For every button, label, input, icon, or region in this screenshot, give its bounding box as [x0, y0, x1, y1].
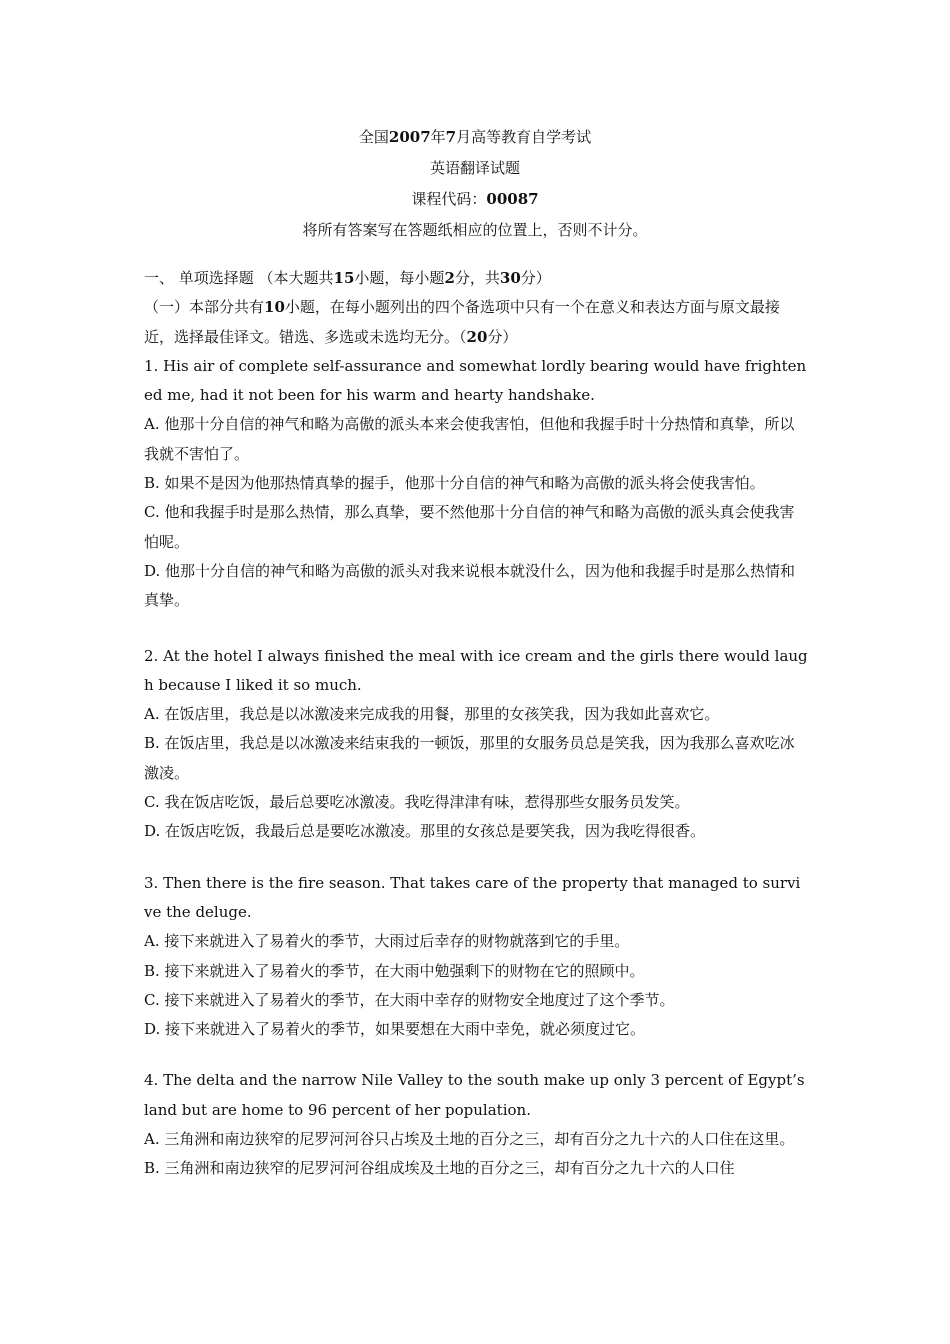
exam-subject: 英语翻译试题 — [429, 159, 520, 177]
question-option: C. 我在饭店吃饭，最后总要吃冰激凌。我吃得津津有味，惹得那些女服务员发笑。 — [144, 793, 690, 812]
exam-content — [144, 264, 808, 1184]
exam-title: 全国2007年7月高等教育自学考试 — [358, 128, 592, 146]
question-option: A. 接下来就进入了易着火的季节，大雨过后幸存的财物就落到它的手里。 — [144, 932, 630, 951]
exam-instruction: 将所有答案写在答题纸相应的位置上，否则不计分。 — [302, 221, 648, 239]
question-option: A. 三角洲和南边狭窄的尼罗河河谷只占埃及土地的百分之三，却有百分之九十六的人口住在这里。 — [144, 1130, 795, 1149]
spacer — [144, 616, 808, 642]
question-stem: 4. The delta and the narrow Nile Valley to the south make up only 3 percent of Egypt’s land but are home to 96 percent of her population. — [144, 1071, 805, 1119]
question-stem: 2. At the hotel I always finished the meal with ice cream and the girls there would laugh because I liked it so much. — [144, 646, 808, 694]
question-stem: 1. His air of complete self-assurance and somewhat lordly bearing would have frightened me, had it not been for his warm and hearty handshake. — [144, 356, 807, 405]
section-title: 一、 单项选择题 （本大题共15小题，每小题2分，共30分） — [144, 269, 551, 287]
question-option: D. 接下来就进入了易着火的季节，如果要想在大雨中幸免，就必须度过它。 — [144, 1020, 646, 1039]
question-option: B. 接下来就进入了易着火的季节，在大雨中勉强剩下的财物在它的照顾中。 — [144, 961, 645, 980]
exam-header — [0, 122, 950, 246]
spacer — [144, 847, 808, 869]
question-option: D. 他那十分自信的神气和略为高傲的派头对我来说根本就没什么，因为他和我握手时是那么热情和真挚。 — [144, 561, 796, 610]
question-option: A. 他那十分自信的神气和略为高傲的派头本来会使我害怕，但他和我握手时十分热情和真挚，所以我就不害怕了。 — [144, 415, 795, 463]
question-option: B. 三角洲和南边狭窄的尼罗河河谷组成埃及土地的百分之三，却有百分之九十六的人口住 — [144, 1159, 735, 1178]
question-option: C. 接下来就进入了易着火的季节，在大雨中幸存的财物安全地度过了这个季节。 — [144, 990, 675, 1009]
course-code: 课程代码：00087 — [411, 190, 539, 208]
question-option: C. 他和我握手时是那么热情，那么真挚，要不然他那十分自信的神气和略为高傲的派头真会使我害怕呢。 — [144, 503, 795, 551]
question-option: A. 在饭店里，我总是以冰激凌来完成我的用餐，那里的女孩笑我，因为我如此喜欢它。 — [144, 705, 720, 724]
question-option: B. 如果不是因为他那热情真挚的握手，他那十分自信的神气和略为高傲的派头将会使我害怕。 — [144, 474, 765, 493]
question-stem: 3. Then there is the fire season. That takes care of the property that managed to survive the deluge. — [144, 873, 801, 921]
part-intro: （一）本部分共有10小题，在每小题列出的四个备选项中只有一个在意义和表达方面与原文最接近，选择最佳译文。错选、多选或未选均无分。（20分） — [144, 298, 780, 346]
spacer — [144, 1044, 808, 1066]
question-option: B. 在饭店里，我总是以冰激凌来结束我的一顿饭，那里的女服务员总是笑我，因为我那么喜欢吃冰激凌。 — [144, 734, 795, 782]
question-option: D. 在饭店吃饭，我最后总是要吃冰激凌。那里的女孩总是要笑我，因为我吃得很香。 — [144, 822, 706, 841]
